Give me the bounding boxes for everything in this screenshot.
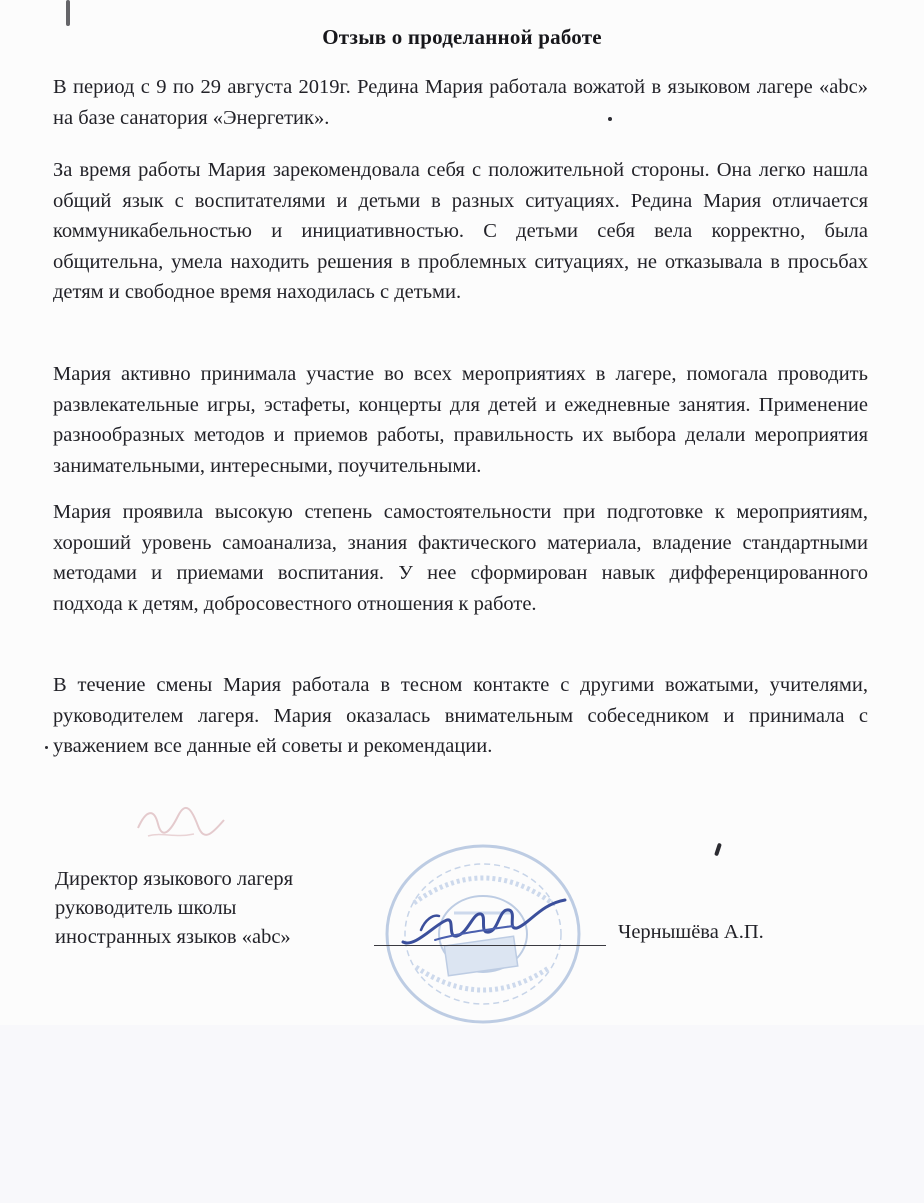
scan-speck (714, 843, 722, 857)
scan-speck (608, 117, 612, 121)
paragraph-teamwork: В течение смены Мария работала в тесном контакте с другими вожатыми, учителями, руководителем лагеря. Мария оказалась внимательным собеседником и принимала с уважением все данные ей советы и рекомендации. (53, 674, 868, 757)
position-line-3: иностранных языков «abc» (55, 926, 291, 948)
paragraph-skills: Мария проявила высокую степень самостоятельности при подготовке к мероприятиям, хороший уровень самоанализа, знания фактического материала, владение стандартными методами и приемами воспитания. У нее сформирован навык дифференцированного подхода к детям, добросовестного отношения к работе. (53, 501, 868, 615)
faint-handwriting-mark (128, 798, 238, 844)
paragraph-performance: За время работы Мария зарекомендовала себя с положительной стороны. Она легко нашла общий язык с воспитателями и детьми в разных ситуациях. Редина Мария отличается коммуникабельностью и инициативностью. С детьми себя вела корректно, была общительна, умела находить решения в проблемных ситуациях, не отказывала в просьбах детям и свободное время находилась с детьми. (53, 159, 868, 303)
handwritten-signature-icon (395, 890, 570, 960)
document-title: Отзыв о проделанной работе (322, 25, 602, 49)
signatory-position (55, 865, 293, 952)
blank-area-below-document (0, 1025, 924, 1203)
paragraph-period: В период с 9 по 29 августа 2019г. Редина Мария работала вожатой в языковом лагере «abc» на базе санатория «Энергетик». (53, 76, 868, 129)
signer-name: Чернышёва А.П. (618, 921, 764, 943)
scan-mark (66, 0, 70, 26)
signature-line (374, 945, 606, 946)
position-line-1: Директор языкового лагеря (55, 868, 294, 890)
position-line-2: руководитель школы (55, 897, 237, 919)
scan-speck (45, 746, 48, 749)
paragraph-activities: Мария активно принимала участие во всех мероприятиях в лагере, помогала проводить развлекательные игры, эстафеты, концерты для детей и ежедневные занятия. Применение разнообразных методов и приемов работы, правильность их выбора делали мероприятия занимательными, интересными, поучительными. (53, 363, 868, 477)
